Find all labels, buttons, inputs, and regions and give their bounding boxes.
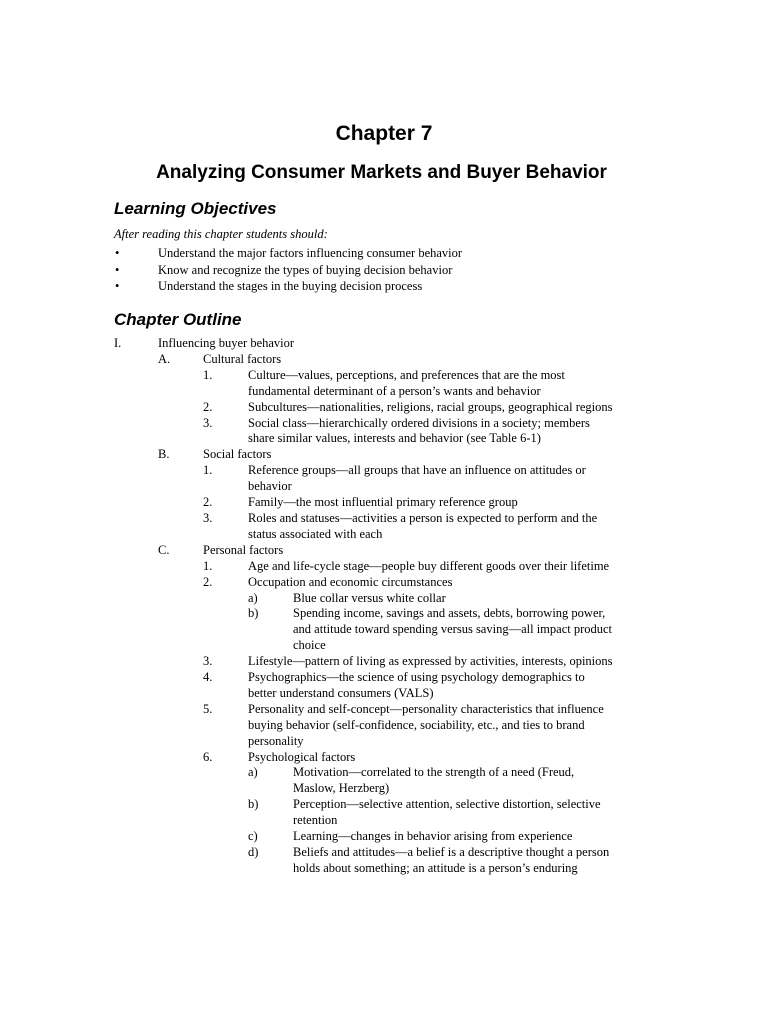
outline-line	[114, 368, 674, 384]
bullet-icon: •	[115, 262, 120, 277]
outline-text: Personal factors	[203, 542, 284, 557]
outline-text: Roles and statuses—activities a person is expected to perform and the	[248, 510, 598, 525]
outline-marker: 3.	[203, 654, 213, 669]
outline-line	[114, 527, 674, 543]
outline-marker: b)	[248, 606, 259, 621]
outline-marker: 1.	[203, 463, 213, 478]
outline-line	[114, 829, 674, 845]
outline-text: Lifestyle—pattern of living as expressed by activities, interests, opinions	[248, 654, 613, 669]
outline-marker: b)	[248, 797, 259, 812]
outline-line	[114, 781, 674, 797]
outline-line	[114, 384, 674, 400]
outline-line	[114, 336, 674, 352]
outline-line	[114, 718, 674, 734]
outline-text: buying behavior (self-confidence, sociability, etc., and ties to brand	[248, 717, 585, 732]
outline-marker: 2.	[203, 495, 213, 510]
outline-marker: 6.	[203, 749, 213, 764]
learning-objectives-intro: After reading this chapter students should:	[114, 227, 328, 241]
list-item	[114, 262, 462, 279]
outline-line	[114, 416, 674, 432]
outline-line	[114, 447, 674, 463]
learning-objectives-list	[114, 245, 462, 295]
outline-text: Psychological factors	[248, 749, 356, 764]
outline-text: status associated with each	[248, 526, 383, 541]
outline-text: Social class—hierarchically ordered divisions in a society; members	[248, 415, 590, 430]
list-item	[114, 245, 462, 262]
outline-text: Family—the most influential primary reference group	[248, 495, 518, 510]
outline-line	[114, 702, 674, 718]
outline-line	[114, 861, 674, 877]
bullet-icon: •	[115, 246, 120, 260]
outline-text: personality	[248, 733, 304, 748]
outline-text: behavior	[248, 479, 292, 494]
outline-text: fundamental determinant of a person’s wants and behavior	[248, 383, 541, 398]
list-item-text: Know and recognize the types of buying decision behavior	[158, 262, 453, 277]
outline-line	[114, 654, 674, 670]
outline-text: Spending income, savings and assets, debts, borrowing power,	[293, 606, 606, 621]
outline-marker: a)	[248, 765, 258, 780]
outline-line	[114, 686, 674, 702]
outline-line	[114, 400, 674, 416]
outline-text: Personality and self-concept—personality characteristics that influence	[248, 701, 604, 716]
outline-line	[114, 750, 674, 766]
outline-text: Blue collar versus white collar	[293, 590, 446, 605]
list-item-text: Understand the major factors influencing consumer behavior	[158, 246, 463, 260]
outline-marker: A.	[158, 351, 171, 366]
outline-line	[114, 813, 674, 829]
outline-marker: 3.	[203, 510, 213, 525]
outline-text: Social factors	[203, 447, 272, 462]
outline-line	[114, 734, 674, 750]
outline-text: retention	[293, 813, 338, 828]
outline-text: Motivation—correlated to the strength of a need (Freud,	[293, 765, 575, 780]
outline-line	[114, 431, 674, 447]
outline-marker: C.	[158, 542, 170, 557]
outline-text: share similar values, interests and behavior (see Table 6-1)	[248, 431, 541, 446]
outline-text: Beliefs and attitudes—a belief is a descriptive thought a person	[293, 845, 610, 859]
outline-text: Age and life-cycle stage—people buy different goods over their lifetime	[248, 558, 610, 573]
outline-text: Subcultures—nationalities, religions, racial groups, geographical regions	[248, 399, 613, 414]
chapter-outline-heading: Chapter Outline	[114, 310, 242, 329]
outline-text: Cultural factors	[203, 351, 282, 366]
outline-marker: 5.	[203, 701, 213, 716]
chapter-title: Analyzing Consumer Markets and Buyer Behavior	[156, 162, 607, 183]
outline-text: Influencing buyer behavior	[158, 336, 295, 350]
outline-line	[114, 638, 674, 654]
outline-line	[114, 543, 674, 559]
outline-marker: d)	[248, 845, 259, 859]
outline-marker: B.	[158, 447, 170, 462]
outline-line	[114, 559, 674, 575]
outline-text: Occupation and economic circumstances	[248, 574, 453, 589]
outline-line	[114, 670, 674, 686]
outline-line	[114, 495, 674, 511]
list-item	[114, 278, 462, 295]
outline-line	[114, 606, 674, 622]
outline-line	[114, 765, 674, 781]
outline-marker: a)	[248, 590, 258, 605]
outline-line	[114, 575, 674, 591]
outline-line	[114, 479, 674, 495]
outline-marker: I.	[114, 336, 122, 350]
outline-marker: 1.	[203, 367, 213, 382]
outline-text: Maslow, Herzberg)	[293, 781, 390, 796]
outline-text: Psychographics—the science of using psychology demographics to	[248, 670, 585, 685]
outline-marker: c)	[248, 829, 258, 844]
outline-line	[114, 511, 674, 527]
learning-objectives-heading: Learning Objectives	[114, 199, 277, 218]
outline-text: Perception—selective attention, selective distortion, selective	[293, 797, 601, 812]
outline-text: Learning—changes in behavior arising from experience	[293, 829, 573, 844]
outline-text: holds about something; an attitude is a person’s enduring	[293, 860, 578, 875]
chapter-outline	[114, 336, 674, 877]
outline-text: Culture—values, perceptions, and preferences that are the most	[248, 367, 565, 382]
outline-text: better understand consumers (VALS)	[248, 685, 434, 700]
outline-marker: 3.	[203, 415, 213, 430]
outline-text: Reference groups—all groups that have an influence on attitudes or	[248, 463, 586, 478]
outline-line	[114, 797, 674, 813]
outline-line	[114, 463, 674, 479]
list-item-text: Understand the stages in the buying decision process	[158, 279, 423, 294]
chapter-number: Chapter 7	[335, 122, 433, 145]
outline-marker: 4.	[203, 670, 213, 685]
outline-line	[114, 622, 674, 638]
outline-marker: 1.	[203, 558, 213, 573]
outline-marker: 2.	[203, 399, 213, 414]
bullet-icon: •	[115, 279, 120, 294]
outline-text: choice	[293, 638, 326, 653]
outline-line	[114, 845, 674, 861]
outline-line	[114, 591, 674, 607]
outline-text: and attitude toward spending versus saving—all impact product	[293, 622, 613, 637]
outline-line	[114, 352, 674, 368]
outline-marker: 2.	[203, 574, 213, 589]
